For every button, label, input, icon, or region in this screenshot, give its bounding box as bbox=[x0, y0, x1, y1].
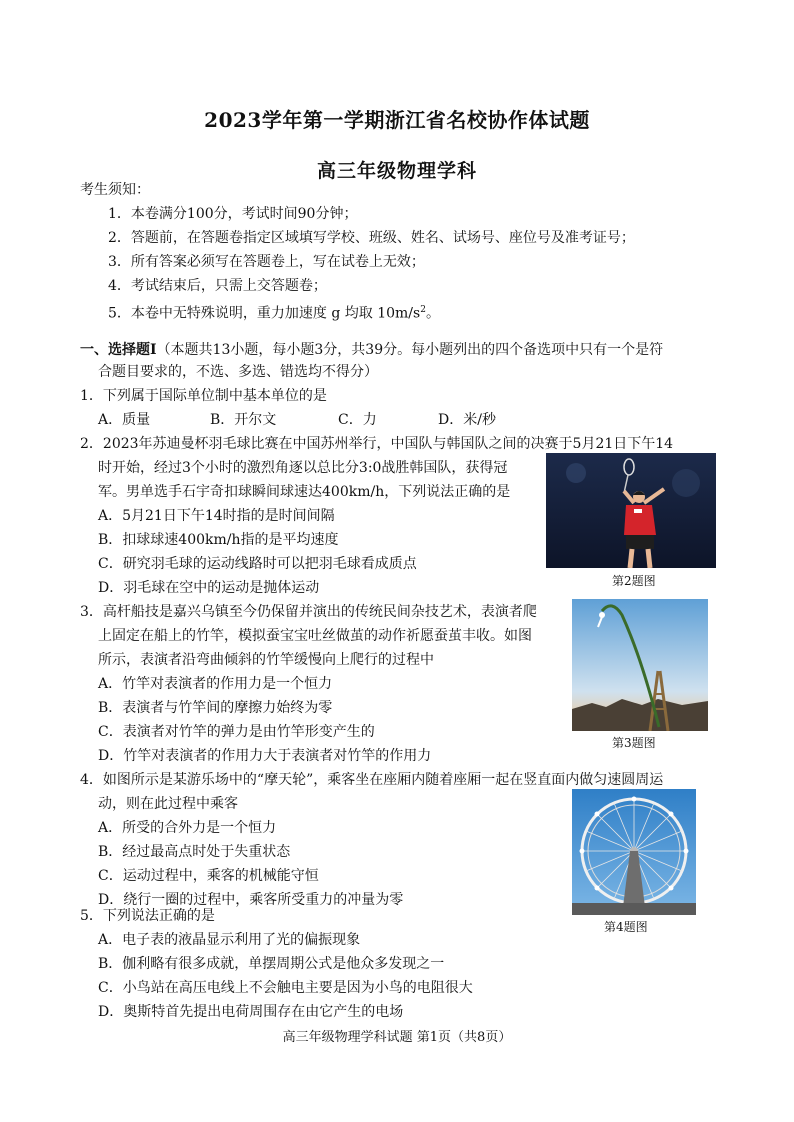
q4-figure-caption: 第4题图 bbox=[604, 920, 648, 934]
q3-stem-line-2: 上固定在船上的竹竿，模拟蚕宝宝吐丝做茧的动作祈愿蚕茧丰收。如图 bbox=[98, 628, 532, 644]
q2-option-d: D．羽毛球在空中的运动是抛体运动 bbox=[98, 580, 320, 596]
q5-option-a: A．电子表的液晶显示利用了光的偏振现象 bbox=[98, 932, 361, 948]
section-desc-line2: 合题目要求的，不选、多选、错选均不得分） bbox=[98, 364, 378, 380]
q3-option-b: B．表演者与竹竿间的摩擦力始终为零 bbox=[98, 700, 333, 716]
section-1-heading bbox=[80, 340, 663, 360]
ferris-wheel-photo bbox=[572, 789, 696, 915]
q3-option-a: A．竹竿对表演者的作用力是一个恒力 bbox=[98, 676, 333, 692]
q3-option-c: C．表演者对竹竿的弹力是由竹竿形变产生的 bbox=[98, 724, 375, 740]
section-desc: （本题共13小题，每小题3分，共39分。每小题列出的四个备选项中只有一个是符 bbox=[156, 342, 664, 358]
exam-subtitle: 高三年级物理学科 bbox=[316, 160, 477, 182]
q1-option-d: D．米/秒 bbox=[438, 412, 496, 428]
q2-stem-line-2: 时开始，经过3个小时的激烈角逐以总比分3:0战胜韩国队，获得冠 bbox=[98, 460, 508, 476]
q4-stem-line-1: 4．如图所示是某游乐场中的“摩天轮”，乘客坐在座厢内随着座厢一起在竖直面内做匀速圆周运 bbox=[80, 772, 664, 788]
badminton-photo bbox=[546, 453, 716, 568]
page-footer: 高三年级物理学科试题 第1页（共8页） bbox=[282, 1030, 512, 1045]
q3-stem-line-1: 3．高杆船技是嘉兴乌镇至今仍保留并演出的传统民间杂技艺术，表演者爬 bbox=[80, 604, 537, 620]
q4-option-b: B．经过最高点时处于失重状态 bbox=[98, 844, 291, 860]
q5-stem: 5．下列说法正确的是 bbox=[80, 908, 215, 924]
q1-option-b: B．开尔文 bbox=[210, 412, 277, 428]
q2-stem-line-3: 军。男单选手石宇奇扣球瞬间球速达400km/h，下列说法正确的是 bbox=[98, 484, 511, 500]
notice-item-5: 5．本卷中无特殊说明，重力加速度 g 均取 $10m/s^2$。 bbox=[108, 305, 440, 322]
q4-option-d: D．绕行一圈的过程中，乘客所受重力的冲量为零 bbox=[98, 892, 404, 908]
notice-heading: 考生须知： bbox=[80, 182, 150, 198]
q4-stem-line-2: 动，则在此过程中乘客 bbox=[98, 796, 238, 812]
q2-option-a: A．5月21日下午14时指的是时间间隔 bbox=[98, 508, 335, 524]
notice-item-2: 2．答题前，在答题卷指定区域填写学校、班级、姓名、试场号、座位号及准考证号； bbox=[108, 230, 635, 246]
q1-option-c: C．力 bbox=[338, 412, 377, 428]
q3-stem-line-3: 所示，表演者沿弯曲倾斜的竹竿缓慢向上爬行的过程中 bbox=[98, 652, 434, 668]
q1-stem: 1．下列属于国际单位制中基本单位的是 bbox=[80, 388, 327, 404]
notice-item-3: 3．所有答案必须写在答题卷上，写在试卷上无效； bbox=[108, 254, 425, 270]
bamboo-pole-photo bbox=[572, 599, 708, 731]
q3-figure-caption: 第3题图 bbox=[612, 736, 656, 750]
q5-option-c: C．小鸟站在高压电线上不会触电主要是因为小鸟的电阻很大 bbox=[98, 980, 473, 996]
q4-option-c: C．运动过程中，乘客的机械能守恒 bbox=[98, 868, 319, 884]
exam-title: 2023学年第一学期浙江省名校协作体试题 bbox=[204, 108, 590, 132]
q3-option-d: D．竹竿对表演者的作用力大于表演者对竹竿的作用力 bbox=[98, 748, 432, 764]
notice-item-1: 1．本卷满分100分，考试时间90分钟； bbox=[108, 206, 358, 222]
q2-stem-line-1: 2．2023年苏迪曼杯羽毛球比赛在中国苏州举行，中国队与韩国队之间的决赛于5月21日下午14 bbox=[80, 436, 674, 452]
q2-option-c: C．研究羽毛球的运动线路时可以把羽毛球看成质点 bbox=[98, 556, 417, 572]
section-label: 一、选择题Ⅰ bbox=[80, 342, 157, 358]
q5-option-d: D．奥斯特首先提出电荷周围存在由它产生的电场 bbox=[98, 1004, 404, 1020]
q1-options bbox=[98, 410, 496, 430]
q4-option-a: A．所受的合外力是一个恒力 bbox=[98, 820, 277, 836]
q5-option-b: B．伽利略有很多成就，单摆周期公式是他众多发现之一 bbox=[98, 956, 445, 972]
q2-figure-caption: 第2题图 bbox=[612, 574, 656, 588]
q1-option-a: A．质量 bbox=[98, 412, 151, 428]
notice-item-4: 4．考试结束后，只需上交答题卷； bbox=[108, 278, 327, 294]
q2-option-b: B．扣球球速400km/h指的是平均速度 bbox=[98, 532, 339, 548]
